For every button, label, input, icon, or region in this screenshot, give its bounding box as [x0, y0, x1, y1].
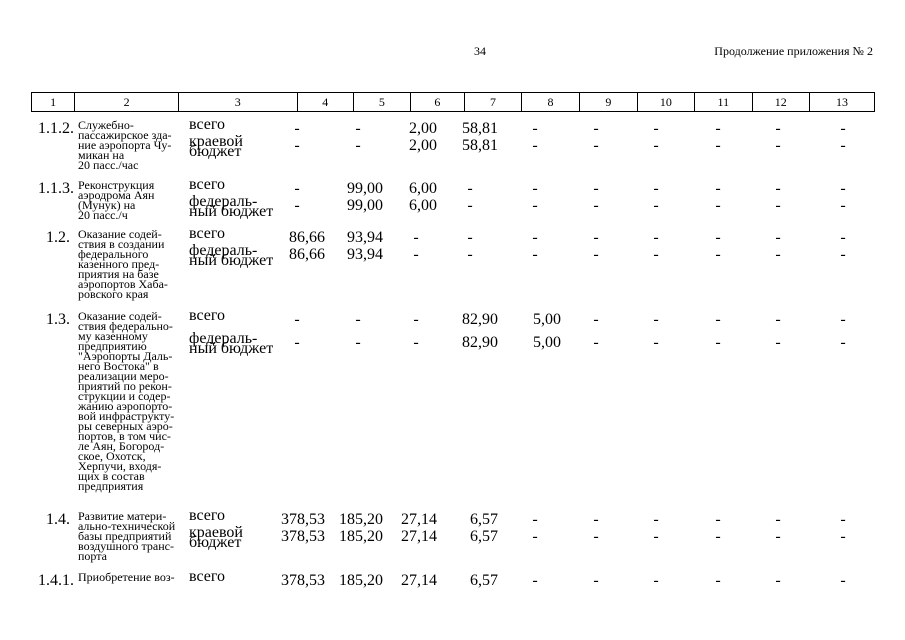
value-cell-c9: -	[593, 120, 599, 137]
value-cell-c5: -	[355, 334, 361, 351]
value-cell-c5: -	[355, 137, 361, 154]
row-number: 1.4.1.	[38, 572, 74, 589]
value-cell-c7: 82,90	[462, 334, 498, 351]
value-cell-c11: -	[715, 528, 721, 545]
value-cell-c4: -	[294, 334, 300, 351]
header-col-2: 2	[74, 93, 178, 111]
value-cell-c5: -	[355, 120, 361, 137]
funding-source: всего	[189, 507, 226, 524]
value-cell-c13: -	[840, 137, 846, 154]
row-name: Развитие матери- ально-технической базы предприятий воздушного транс- порта	[78, 509, 176, 563]
header-col-5: 5	[353, 93, 410, 111]
value-cell-c5: -	[355, 311, 361, 328]
value-cell-c13: -	[840, 246, 846, 263]
value-cell-c12: -	[775, 229, 781, 246]
value-cell-c12: -	[775, 334, 781, 351]
value-cell-c6: -	[413, 334, 419, 351]
header-col-8: 8	[521, 93, 579, 111]
value-cell-c4: -	[294, 197, 300, 214]
value-cell-c5: 93,94	[347, 246, 383, 263]
value-cell-c12: -	[775, 180, 781, 197]
value-cell-c10: -	[653, 180, 659, 197]
value-cell-c8: 5,00	[533, 311, 561, 328]
funding-source: краевой бюджет	[189, 133, 243, 160]
value-cell-c10: -	[653, 197, 659, 214]
value-cell-c7: 6,57	[470, 511, 498, 528]
value-cell-c12: -	[775, 311, 781, 328]
value-cell-c9: -	[593, 528, 599, 545]
value-cell-c13: -	[840, 197, 846, 214]
value-cell-c6: 6,00	[409, 197, 437, 214]
continuation-title: Продолжение приложения № 2	[714, 44, 873, 58]
row-name: Реконструкция аэродрома Аян (Мунук) на 20 пасс./ч	[78, 178, 155, 222]
value-cell-c12: -	[775, 137, 781, 154]
row-name: Оказание содей- ствия федерально- му казенному предприятию "Аэропорты Даль- него Востока" в реализации меро- приятий по рекон- струкции и содер- жанию аэропорто- вой инфраструкту- ры северных аэро- портов, в том чис- ле Аян, Богород- ское, Охотск, Херпучи, входя- щих в состав предприятия	[78, 309, 175, 493]
value-cell-c9: -	[593, 511, 599, 528]
value-cell-c8: -	[532, 229, 538, 246]
value-cell-c7: 58,81	[462, 120, 498, 137]
value-cell-c13: -	[840, 229, 846, 246]
value-cell-c8: -	[532, 572, 538, 589]
value-cell-c8: -	[532, 137, 538, 154]
value-cell-c10: -	[653, 528, 659, 545]
value-cell-c10: -	[653, 311, 659, 328]
value-cell-c5: 99,00	[347, 180, 383, 197]
value-cell-c4: 378,53	[281, 572, 325, 589]
funding-source: федераль- ный бюджет	[189, 193, 274, 220]
value-cell-c10: -	[653, 246, 659, 263]
header-col-7: 7	[464, 93, 521, 111]
value-cell-c12: -	[775, 197, 781, 214]
value-cell-c8: -	[532, 180, 538, 197]
value-cell-c10: -	[653, 229, 659, 246]
value-cell-c7: -	[467, 197, 473, 214]
value-cell-c9: -	[593, 229, 599, 246]
row-number: 1.1.2.	[38, 120, 74, 137]
funding-source: федераль- ный бюджет	[189, 242, 274, 269]
header-col-11: 11	[694, 93, 751, 111]
value-cell-c8: 5,00	[533, 334, 561, 351]
value-cell-c12: -	[775, 511, 781, 528]
row-name: Приобретение воз-	[78, 570, 175, 584]
value-cell-c10: -	[653, 572, 659, 589]
value-cell-c11: -	[715, 120, 721, 137]
value-cell-c11: -	[715, 137, 721, 154]
value-cell-c4: -	[294, 180, 300, 197]
value-cell-c8: -	[532, 246, 538, 263]
value-cell-c13: -	[840, 511, 846, 528]
header-col-3: 3	[178, 93, 297, 111]
funding-source: всего	[189, 225, 226, 242]
row-name: Служебно- пассажирское зда- ние аэропорта Чу- микан на 20 пасс./час	[78, 118, 172, 172]
value-cell-c4: 378,53	[281, 528, 325, 545]
value-cell-c7: -	[467, 246, 473, 263]
row-number: 1.4.	[46, 511, 70, 528]
value-cell-c4: -	[294, 311, 300, 328]
value-cell-c7: -	[467, 229, 473, 246]
value-cell-c11: -	[715, 229, 721, 246]
value-cell-c11: -	[715, 180, 721, 197]
value-cell-c12: -	[775, 246, 781, 263]
value-cell-c4: -	[294, 137, 300, 154]
value-cell-c6: -	[413, 246, 419, 263]
value-cell-c11: -	[715, 197, 721, 214]
value-cell-c6: -	[413, 311, 419, 328]
row-number: 1.2.	[46, 229, 70, 246]
row-name: Оказание содей- ствия в создании федерального казенного пред- приятия на базе аэропортов Хаба- ровского края	[78, 227, 168, 301]
value-cell-c7: -	[467, 180, 473, 197]
value-cell-c7: 6,57	[470, 528, 498, 545]
value-cell-c6: 2,00	[409, 120, 437, 137]
header-col-13: 13	[809, 93, 874, 111]
value-cell-c7: 82,90	[462, 311, 498, 328]
row-number: 1.1.3.	[38, 180, 74, 197]
value-cell-c8: -	[532, 528, 538, 545]
value-cell-c12: -	[775, 572, 781, 589]
header-col-10: 10	[637, 93, 694, 111]
value-cell-c6: 27,14	[401, 511, 437, 528]
value-cell-c4: 378,53	[281, 511, 325, 528]
value-cell-c9: -	[593, 197, 599, 214]
header-col-4: 4	[297, 93, 354, 111]
value-cell-c4: 86,66	[289, 229, 325, 246]
value-cell-c4: -	[294, 120, 300, 137]
table-header-row	[31, 92, 875, 112]
funding-source: всего	[189, 568, 226, 585]
value-cell-c9: -	[593, 180, 599, 197]
value-cell-c9: -	[593, 572, 599, 589]
value-cell-c13: -	[840, 120, 846, 137]
value-cell-c9: -	[593, 137, 599, 154]
header-col-9: 9	[579, 93, 636, 111]
value-cell-c13: -	[840, 311, 846, 328]
funding-source: краевой бюджет	[189, 524, 243, 551]
value-cell-c8: -	[532, 511, 538, 528]
value-cell-c13: -	[840, 334, 846, 351]
value-cell-c10: -	[653, 334, 659, 351]
value-cell-c7: 6,57	[470, 572, 498, 589]
value-cell-c6: 6,00	[409, 180, 437, 197]
header-col-12: 12	[752, 93, 809, 111]
value-cell-c5: 185,20	[339, 528, 383, 545]
value-cell-c5: 185,20	[339, 572, 383, 589]
value-cell-c8: -	[532, 197, 538, 214]
value-cell-c9: -	[593, 246, 599, 263]
value-cell-c7: 58,81	[462, 137, 498, 154]
value-cell-c11: -	[715, 572, 721, 589]
value-cell-c10: -	[653, 511, 659, 528]
funding-source: всего	[189, 116, 226, 133]
value-cell-c11: -	[715, 246, 721, 263]
value-cell-c8: -	[532, 120, 538, 137]
value-cell-c12: -	[775, 528, 781, 545]
value-cell-c10: -	[653, 137, 659, 154]
value-cell-c11: -	[715, 511, 721, 528]
value-cell-c12: -	[775, 120, 781, 137]
value-cell-c11: -	[715, 334, 721, 351]
funding-source: всего	[189, 176, 226, 193]
value-cell-c11: -	[715, 311, 721, 328]
value-cell-c6: -	[413, 229, 419, 246]
header-col-6: 6	[410, 93, 465, 111]
value-cell-c5: 185,20	[339, 511, 383, 528]
value-cell-c13: -	[840, 572, 846, 589]
page-number: 34	[474, 44, 486, 58]
value-cell-c6: 2,00	[409, 137, 437, 154]
value-cell-c5: 93,94	[347, 229, 383, 246]
value-cell-c4: 86,66	[289, 246, 325, 263]
value-cell-c5: 99,00	[347, 197, 383, 214]
row-number: 1.3.	[46, 311, 70, 328]
value-cell-c13: -	[840, 528, 846, 545]
value-cell-c9: -	[593, 334, 599, 351]
value-cell-c6: 27,14	[401, 528, 437, 545]
value-cell-c10: -	[653, 120, 659, 137]
value-cell-c6: 27,14	[401, 572, 437, 589]
header-col-1: 1	[50, 95, 57, 109]
funding-source: всего	[189, 307, 226, 324]
funding-source: федераль- ный бюджет	[189, 330, 274, 357]
value-cell-c13: -	[840, 180, 846, 197]
value-cell-c9: -	[593, 311, 599, 328]
